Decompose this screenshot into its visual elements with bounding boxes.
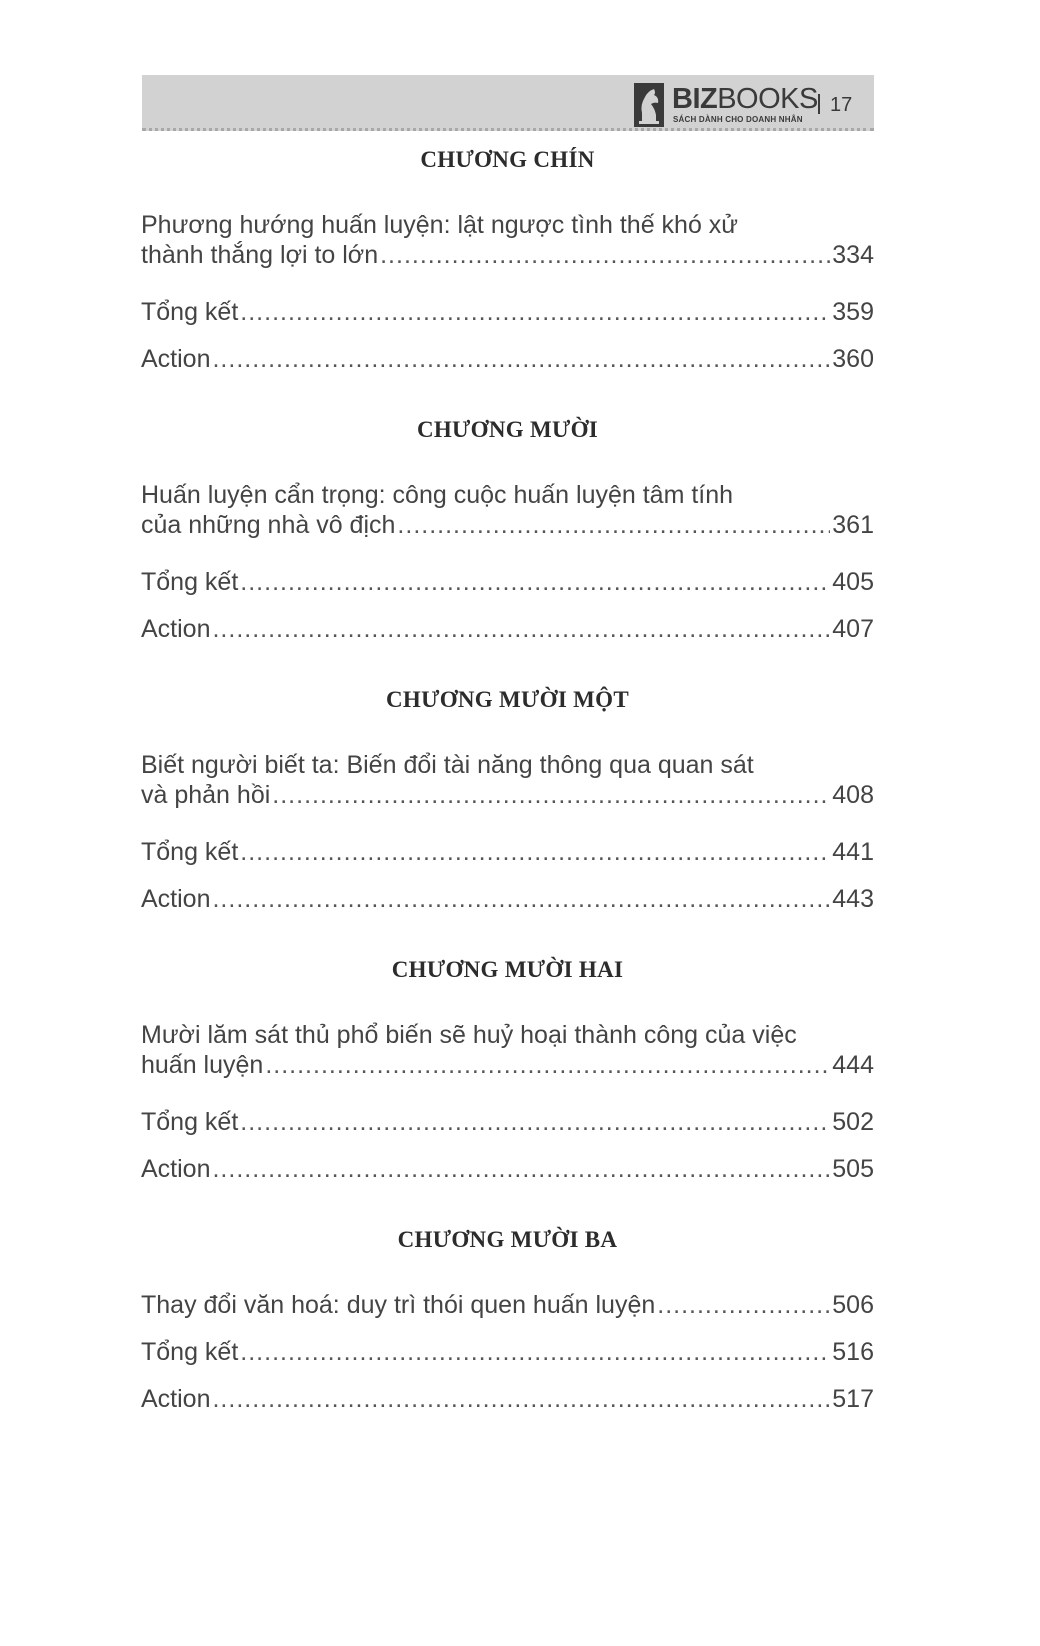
chapter-title: CHƯƠNG MƯỜI (416, 417, 599, 442)
chapter-title: CHƯƠNG MƯỜI MỘT (386, 687, 629, 712)
toc-entry[interactable] (141, 837, 874, 867)
chapter-title: CHƯƠNG MƯỜI BA (397, 1227, 618, 1252)
toc-entry-title: và phản hồi (141, 781, 271, 809)
dot-leader (240, 1337, 830, 1367)
toc-entry[interactable] (141, 1290, 874, 1320)
toc-entry[interactable] (141, 210, 874, 270)
toc-entry-title: Action (141, 885, 211, 913)
toc-entry-title: huấn luyện (141, 1051, 264, 1079)
publisher-logo (634, 83, 818, 127)
toc-entry-title: Tổng kết (141, 1108, 239, 1136)
dot-leader (212, 884, 830, 914)
toc-page-number: 517 (832, 1385, 874, 1413)
toc-entry-title: Phương hướng huấn luyện: lật ngược tình thế khó xử (141, 211, 739, 239)
logo-tagline: SÁCH DÀNH CHO DOANH NHÂN (673, 115, 803, 124)
toc-entry-title: Tổng kết (141, 1338, 239, 1366)
toc-page-number: 506 (832, 1291, 874, 1319)
toc-entry[interactable] (141, 1020, 874, 1080)
dot-leader (265, 1050, 830, 1080)
toc-page-number: 361 (832, 511, 874, 539)
logo-wordmark: BIZBOOKS (672, 83, 818, 115)
chapter-title: CHƯƠNG CHÍN (420, 147, 595, 172)
toc-entry[interactable] (141, 1384, 874, 1414)
dot-leader (212, 1384, 830, 1414)
toc-entry[interactable] (141, 1154, 874, 1184)
toc-entry[interactable] (141, 884, 874, 914)
toc-entry-title: Tổng kết (141, 568, 239, 596)
toc-page-number: 502 (832, 1108, 874, 1136)
toc-page-number: 516 (832, 1338, 874, 1366)
toc-entry[interactable] (141, 297, 874, 327)
toc-entry-title: Thay đổi văn hoá: duy trì thói quen huấn luyện (141, 1291, 656, 1319)
toc-page-number: 443 (832, 885, 874, 913)
toc-entry[interactable] (141, 480, 874, 540)
dot-leader (212, 1154, 830, 1184)
dot-leader (657, 1290, 830, 1320)
toc-page-number: 441 (832, 838, 874, 866)
toc-entry[interactable] (141, 567, 874, 597)
toc-entry[interactable] (141, 344, 874, 374)
dot-leader (240, 837, 830, 867)
toc-page-number: 360 (832, 345, 874, 373)
toc-entry-title: Biết người biết ta: Biến đổi tài năng thông qua quan sát (141, 751, 754, 779)
toc-entry-title: Action (141, 1155, 211, 1183)
chapter-title: CHƯƠNG MƯỜI HAI (391, 957, 624, 982)
dot-leader (240, 567, 830, 597)
toc-entry-title: Tổng kết (141, 298, 239, 326)
toc-entry[interactable] (141, 1337, 874, 1367)
dot-leader (272, 780, 830, 810)
toc-entry[interactable] (141, 750, 874, 810)
running-header (142, 75, 874, 131)
dot-leader (397, 510, 830, 540)
toc-page-number: 405 (832, 568, 874, 596)
toc-page-number: 359 (832, 298, 874, 326)
toc-entry-title: Action (141, 615, 211, 643)
toc-entry[interactable] (141, 614, 874, 644)
toc-page-number: 334 (832, 241, 874, 269)
toc-entry-title: Mười lăm sát thủ phổ biến sẽ huỷ hoại thành công của việc (141, 1021, 797, 1049)
toc-page-number: 408 (832, 781, 874, 809)
toc-entry-title: Action (141, 345, 211, 373)
dot-leader (212, 614, 830, 644)
toc-entry-title: của những nhà vô địch (141, 511, 396, 539)
toc-page-number: 444 (832, 1051, 874, 1079)
toc-page-number: 505 (832, 1155, 874, 1183)
toc-entry-title: Action (141, 1385, 211, 1413)
dot-leader (212, 344, 830, 374)
dot-leader (240, 297, 830, 327)
knight-logo-icon (634, 83, 664, 127)
toc-page-number: 407 (832, 615, 874, 643)
page-number: 17 (818, 93, 852, 117)
toc-entry-title: thành thắng lợi to lớn (141, 241, 379, 269)
toc-entry[interactable] (141, 1107, 874, 1137)
dot-leader (240, 1107, 830, 1137)
dot-leader (380, 240, 830, 270)
toc-entry-title: Tổng kết (141, 838, 239, 866)
toc-entry-title: Huấn luyện cẩn trọng: công cuộc huấn luyện tâm tính (141, 481, 734, 509)
